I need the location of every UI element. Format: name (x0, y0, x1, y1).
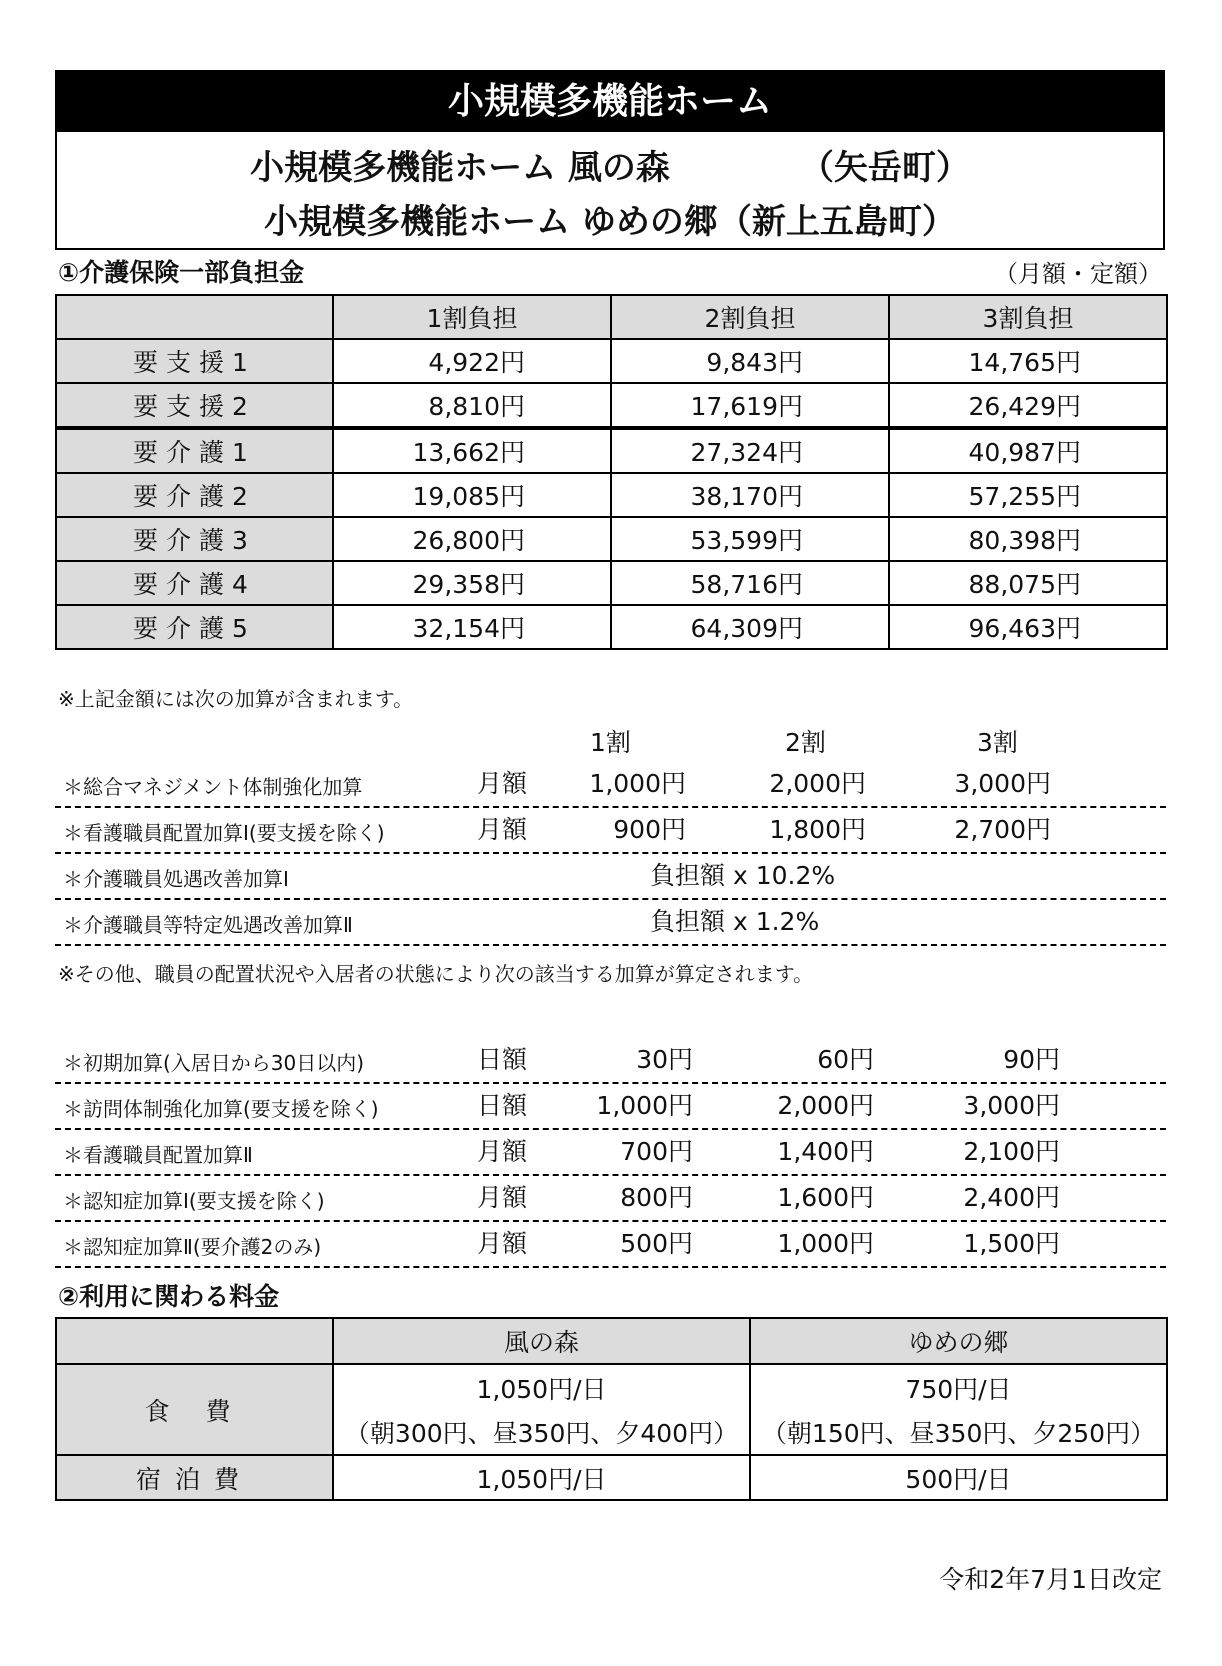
facility1-name: 小規模多機能ホーム 風の森 (250, 148, 670, 188)
addition-value-3: 3,000円 (954, 769, 1051, 798)
meal-price-yume: 750円/日 (750, 1364, 1167, 1410)
cell-3wari: 80,398円 (889, 517, 1167, 561)
row-label: 要介護4 (56, 561, 333, 605)
addition-value-2: 1,400円 (777, 1137, 874, 1166)
cell-2wari: 38,170円 (611, 473, 889, 517)
other-note: ※その他、職員の配置状況や入居者の状態により次の該当する加算が算定されます。 (58, 962, 814, 986)
cell-2wari: 27,324円 (611, 428, 889, 473)
header-cell-2: 2割負担 (611, 295, 889, 339)
addition-value-1: 800円 (620, 1183, 693, 1212)
addition-unit: 月額 (477, 1137, 528, 1166)
row-label-lodging: 宿泊費 (56, 1455, 333, 1500)
cell-1wari: 4,922円 (333, 339, 611, 383)
table-row (56, 473, 1167, 517)
cell-2wari: 9,843円 (611, 339, 889, 383)
table-row-lodging (56, 1455, 1167, 1500)
cell-2wari: 64,309円 (611, 605, 889, 649)
addition-unit: 月額 (477, 1229, 528, 1258)
included-note: ※上記金額には次の加算が含まれます。 (58, 687, 414, 711)
list-item (55, 1132, 1166, 1176)
table-row (56, 383, 1167, 428)
table-row (56, 339, 1167, 383)
cell-1wari: 19,085円 (333, 473, 611, 517)
lodging-price-yume: 500円/日 (750, 1455, 1167, 1500)
header-cell-yume: ゆめの郷 (750, 1318, 1167, 1364)
list-item (55, 856, 1166, 900)
revision-date: 令和2年7月1日改定 (939, 1565, 1162, 1594)
addition-label: ＊総合マネジメント体制強化加算 (63, 775, 363, 799)
cell-3wari: 14,765円 (889, 339, 1167, 383)
addition-label: ＊介護職員処遇改善加算Ⅰ (63, 867, 289, 891)
cell-3wari: 57,255円 (889, 473, 1167, 517)
list-item (55, 810, 1166, 854)
table-row (56, 561, 1167, 605)
facility1-location: （矢岳町） (799, 148, 970, 188)
ratio-header-1: 1割 (590, 728, 631, 757)
section1-title: ①介護保険一部負担金 (58, 258, 305, 287)
lodging-price-kaze: 1,050円/日 (333, 1455, 750, 1500)
addition-formula: 負担額 x 1.2% (650, 907, 820, 936)
unit-note: （月額・定額） (994, 260, 1162, 288)
header-cell-3: 3割負担 (889, 295, 1167, 339)
cell-2wari: 17,619円 (611, 383, 889, 428)
addition-value-3: 3,000円 (963, 1091, 1060, 1120)
list-item (55, 764, 1166, 808)
table-header-row (56, 295, 1167, 339)
header-cell-kaze: 風の森 (333, 1318, 750, 1364)
list-item (55, 902, 1166, 946)
addition-label: ＊介護職員等特定処遇改善加算Ⅱ (63, 913, 353, 937)
cell-2wari: 53,599円 (611, 517, 889, 561)
meal-detail-kaze: （朝300円、昼350円、夕400円） (333, 1410, 750, 1455)
cell-3wari: 26,429円 (889, 383, 1167, 428)
row-label: 要介護1 (56, 428, 333, 473)
addition-unit: 月額 (477, 769, 528, 798)
addition-value-1: 900円 (613, 815, 686, 844)
title-box (55, 70, 1165, 250)
cell-1wari: 32,154円 (333, 605, 611, 649)
addition-label: ＊認知症加算Ⅱ(要介護2のみ) (63, 1235, 322, 1259)
addition-unit: 日額 (477, 1091, 528, 1120)
addition-value-3: 2,700円 (954, 815, 1051, 844)
addition-value-3: 2,100円 (963, 1137, 1060, 1166)
addition-value-1: 700円 (620, 1137, 693, 1166)
row-label: 要支援1 (56, 339, 333, 383)
facility1-line (57, 140, 1163, 189)
addition-value-3: 90円 (1003, 1045, 1060, 1074)
list-item (55, 1178, 1166, 1222)
table-row (56, 605, 1167, 649)
row-label: 要介護3 (56, 517, 333, 561)
header-cell-empty (56, 1318, 333, 1364)
addition-formula: 負担額 x 10.2% (650, 861, 836, 890)
row-label: 要介護5 (56, 605, 333, 649)
copay-table (55, 294, 1168, 650)
addition-value-1: 1,000円 (589, 769, 686, 798)
meal-price-kaze: 1,050円/日 (333, 1364, 750, 1410)
meal-detail-yume: （朝150円、昼350円、夕250円） (750, 1410, 1167, 1455)
facility2-line: 小規模多機能ホーム ゆめの郷（新上五島町） (264, 202, 956, 242)
addition-value-2: 2,000円 (777, 1091, 874, 1120)
ratio-header-2: 2割 (785, 728, 826, 757)
addition-value-2: 2,000円 (769, 769, 866, 798)
addition-label: ＊初期加算(入居日から30日以内) (63, 1051, 365, 1075)
addition-label: ＊認知症加算Ⅰ(要支援を除く) (63, 1189, 325, 1213)
table-row (56, 517, 1167, 561)
addition-value-3: 2,400円 (963, 1183, 1060, 1212)
section2-title: ②利用に関わる料金 (58, 1282, 280, 1311)
cell-1wari: 26,800円 (333, 517, 611, 561)
addition-value-2: 1,800円 (769, 815, 866, 844)
row-label: 要支援2 (56, 383, 333, 428)
addition-value-2: 1,000円 (777, 1229, 874, 1258)
fees-table (55, 1317, 1168, 1501)
ratio-header-3: 3割 (977, 728, 1018, 757)
addition-value-1: 1,000円 (596, 1091, 693, 1120)
addition-value-2: 60円 (817, 1045, 874, 1074)
addition-unit: 月額 (477, 815, 528, 844)
addition-value-1: 500円 (620, 1229, 693, 1258)
table-row-meal (56, 1364, 1167, 1410)
row-label: 要介護2 (56, 473, 333, 517)
header-cell-empty (56, 295, 333, 339)
addition-value-3: 1,500円 (963, 1229, 1060, 1258)
cell-1wari: 8,810円 (333, 383, 611, 428)
addition-value-1: 30円 (636, 1045, 693, 1074)
list-item (55, 1086, 1166, 1130)
banner-title: 小規模多機能ホーム (57, 72, 1163, 132)
addition-unit: 月額 (477, 1183, 528, 1212)
list-item (55, 1224, 1166, 1268)
cell-3wari: 88,075円 (889, 561, 1167, 605)
addition-label: ＊看護職員配置加算Ⅱ (63, 1143, 253, 1167)
addition-label: ＊訪問体制強化加算(要支援を除く) (63, 1097, 379, 1121)
row-label-meal: 食 費 (56, 1364, 333, 1455)
addition-unit: 日額 (477, 1045, 528, 1074)
header-cell-1: 1割負担 (333, 295, 611, 339)
table-header-row (56, 1318, 1167, 1364)
addition-value-2: 1,600円 (777, 1183, 874, 1212)
cell-3wari: 40,987円 (889, 428, 1167, 473)
table-row (56, 428, 1167, 473)
cell-3wari: 96,463円 (889, 605, 1167, 649)
cell-1wari: 29,358円 (333, 561, 611, 605)
addition-label: ＊看護職員配置加算Ⅰ(要支援を除く) (63, 821, 385, 845)
cell-1wari: 13,662円 (333, 428, 611, 473)
list-item (55, 1040, 1166, 1084)
cell-2wari: 58,716円 (611, 561, 889, 605)
